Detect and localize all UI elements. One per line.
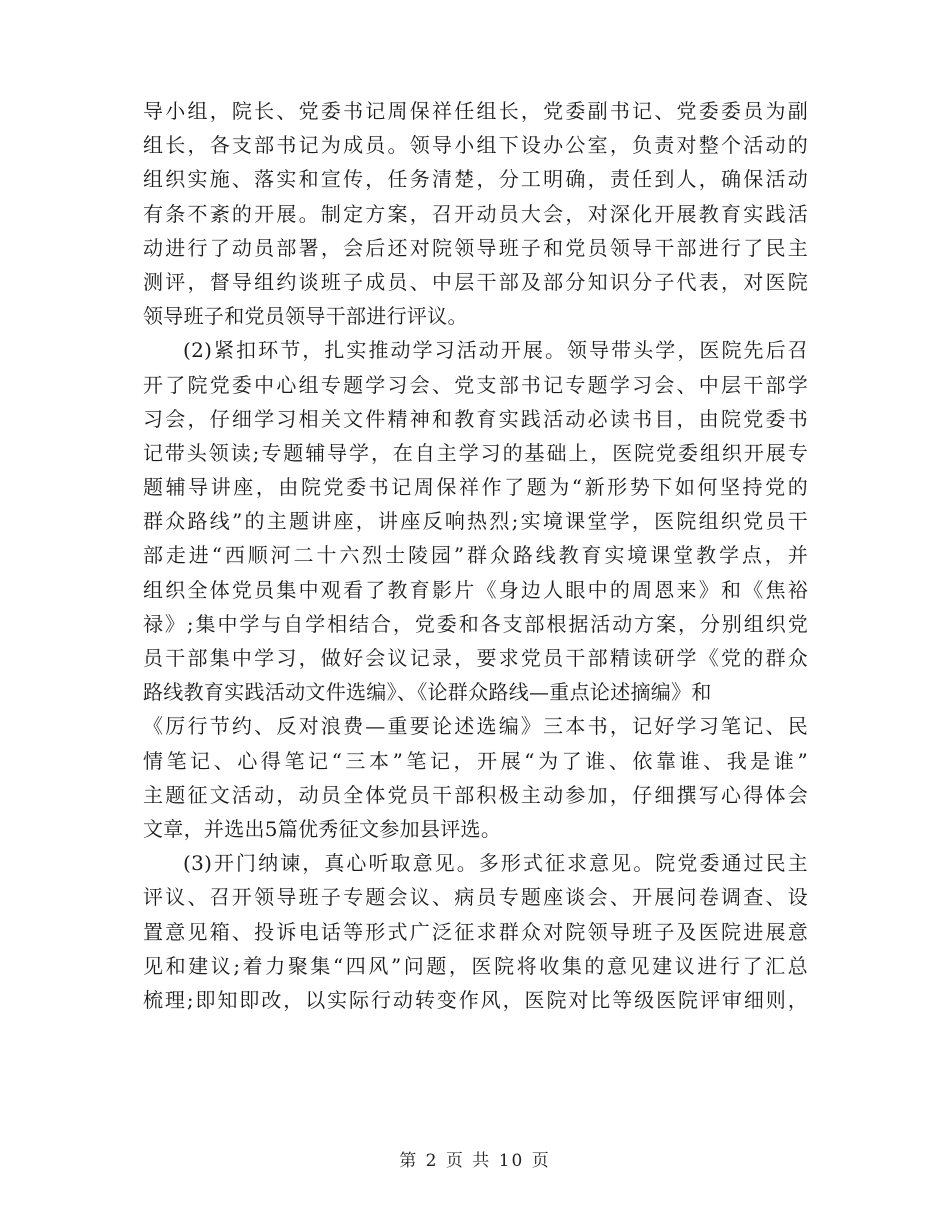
text-line: 组织全体党员集中观看了教育影片《身边人眼中的周恩来》和《焦裕	[143, 577, 808, 602]
text-line: 部走进“西顺河二十六烈士陵园”群众路线教育实境课堂教学点，并	[143, 543, 808, 568]
text-line: 评议、召开领导班子专题会议、病员专题座谈会、开展问卷调查、设	[143, 885, 808, 910]
text-line: 题辅导讲座，由院党委书记周保祥作了题为“新形势下如何坚持党的	[143, 475, 808, 500]
text-line: 动进行了动员部署，会后还对院领导班子和党员领导干部进行了民主	[143, 235, 808, 260]
text-line: 置意见箱、投诉电话等形式广泛征求群众对院领导班子及医院进展意	[143, 919, 808, 944]
text-line: 有条不紊的开展。制定方案，召开动员大会，对深化开展教育实践活	[143, 201, 808, 226]
text-line: 禄》;集中学与自学相结合，党委和各支部根据活动方案，分别组织党	[143, 611, 808, 636]
paragraph-start-line: (2)紧扣环节，扎实推动学习活动开展。领导带头学，医院先后召	[183, 338, 808, 363]
body-text	[143, 94, 808, 1017]
text-line: 见和建议;着力聚集“四风”问题，医院将收集的意见建议进行了汇总	[143, 953, 808, 978]
paragraph-start-line: (3)开门纳谏，真心听取意见。多形式征求意见。院党委通过民主	[183, 851, 808, 876]
text-line: 导小组，院长、党委书记周保祥任组长，党委副书记、党委委员为副	[143, 99, 808, 123]
text-line: 梳理;即知即改，以实际行动转变作风，医院对比等级医院评审细则，	[143, 987, 808, 1012]
text-line: 情笔记、心得笔记“三本”笔记，开展“为了谁、依靠谁、我是谁”	[143, 748, 808, 773]
text-line: 组长，各支部书记为成员。领导小组下设办公室，负责对整个活动的	[143, 133, 808, 158]
text-line: 《厉行节约、反对浪费—重要论述选编》三本书，记好学习笔记、民	[143, 714, 808, 739]
text-line: 文章，并选出5篇优秀征文参加县评选。	[143, 816, 502, 841]
text-line: 领导班子和党员领导干部进行评议。	[143, 304, 468, 329]
page-footer: 第 2 页 共 10 页	[399, 1151, 551, 1171]
text-line: 开了院党委中心组专题学习会、党支部书记专题学习会、中层干部学	[143, 372, 808, 397]
text-line: 组织实施、落实和宣传，任务清楚，分工明确，责任到人，确保活动	[143, 167, 808, 192]
text-line: 路线教育实践活动文件选编》、《论群众路线—重点论述摘编》和	[143, 680, 712, 705]
text-line: 记带头领读;专题辅导学，在自主学习的基础上，医院党委组织开展专	[143, 440, 808, 465]
text-line: 测评，督导组约谈班子成员、中层干部及部分知识分子代表，对医院	[143, 269, 808, 294]
text-line: 习会，仔细学习相关文件精神和教育实践活动必读书目，由院党委书	[143, 406, 808, 431]
text-line: 主题征文活动，动员全体党员干部积极主动参加，仔细撰写心得体会	[143, 782, 808, 807]
text-line: 群众路线”的主题讲座，讲座反响热烈;实境课堂学，医院组织党员干	[143, 509, 808, 534]
text-line: 员干部集中学习，做好会议记录，要求党员干部精读研学《党的群众	[143, 646, 808, 670]
